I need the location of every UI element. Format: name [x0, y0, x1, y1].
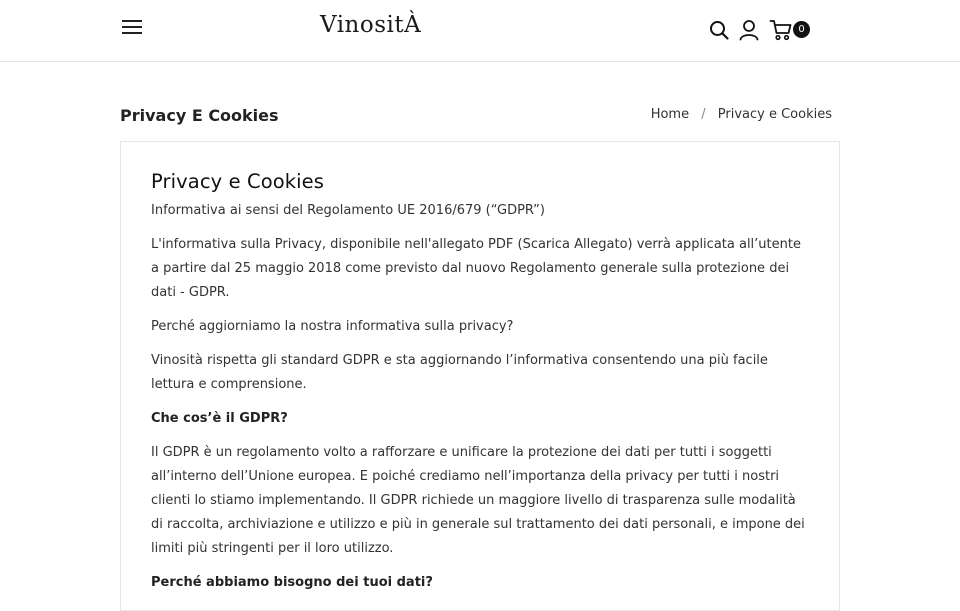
- header-actions: [708, 18, 811, 42]
- content-subheading: Che cos’è il GDPR?: [151, 411, 288, 426]
- content-paragraph: Perché aggiorniamo la nostra informativa sulla privacy?: [151, 319, 514, 334]
- page-title-bar: [120, 102, 840, 130]
- content-paragraph: L'informativa sulla Privacy, disponibile nell'allegato PDF (Scarica Allegato) verrà applicata all’utente a partire dal 25 maggio 2018 come previsto dal nuovo Regolamento generale sulla protezione dei dati - GDPR.: [151, 237, 801, 300]
- cart-count-badge: 0: [793, 21, 810, 38]
- user-icon[interactable]: [738, 19, 760, 41]
- site-logo[interactable]: VinositÀ: [320, 12, 422, 38]
- breadcrumb: [651, 107, 832, 122]
- breadcrumb-home-link[interactable]: Home: [650, 107, 690, 122]
- hamburger-menu-icon[interactable]: [121, 17, 143, 37]
- content-paragraph: Vinosità rispetta gli standard GDPR e sta aggiornando l’informativa consentendo una più facile lettura e comprensione.: [151, 353, 768, 392]
- breadcrumb-separator: /: [701, 107, 706, 122]
- content-paragraph: Informativa ai sensi del Regolamento UE 2016/679 (“GDPR”): [151, 203, 545, 218]
- content-heading: Privacy e Cookies: [151, 170, 325, 193]
- cart-icon: [769, 27, 793, 46]
- content-paragraph: Il GDPR è un regolamento volto a rafforzare e unificare la protezione dei dati per tutti i soggetti all’interno dell’Unione europea. E poiché crediamo nell’importanza della privacy per tutti i nostri clienti lo stiamo implementando. Il GDPR richiede un maggiore livello di trasparenza sulle modalità di raccolta, archiviazione e utilizzo e più in generale sul trattamento dei dati personali, e impone dei limiti più stringenti per il loro utilizzo.: [151, 445, 805, 556]
- page-title: Privacy E Cookies: [120, 106, 279, 125]
- site-header: [0, 0, 960, 62]
- content-box: [120, 141, 840, 611]
- content-subheading: Perché abbiamo bisogno dei tuoi dati?: [151, 575, 433, 590]
- breadcrumb-current: Privacy e Cookies: [717, 107, 832, 122]
- cart-button[interactable]: [769, 18, 811, 42]
- search-icon[interactable]: [708, 19, 730, 41]
